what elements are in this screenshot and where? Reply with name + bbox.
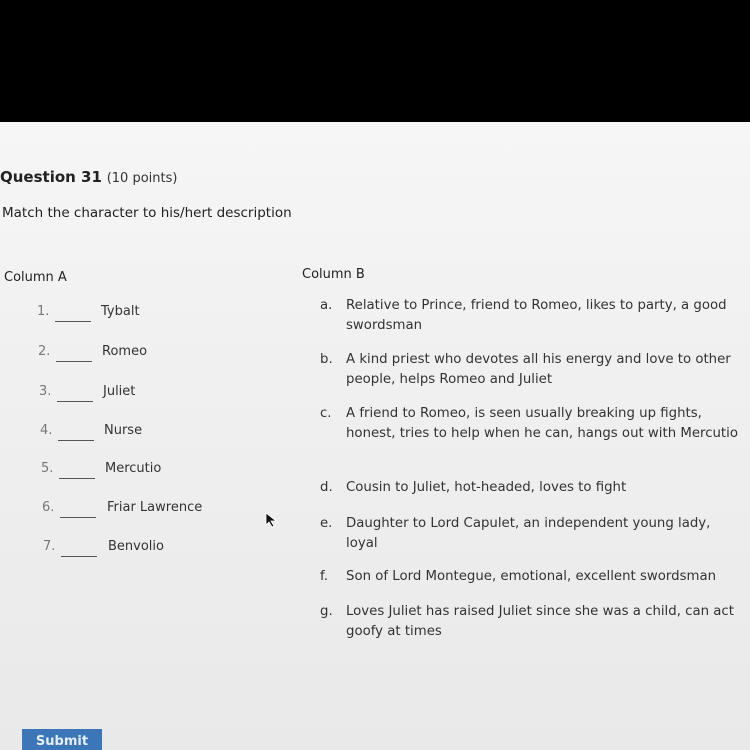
item-number: 7. bbox=[43, 539, 56, 554]
item-letter: a. bbox=[320, 298, 333, 313]
answer-blank[interactable] bbox=[61, 556, 97, 557]
answer-blank[interactable] bbox=[59, 478, 95, 479]
character-name: Tybalt bbox=[101, 304, 140, 319]
answer-blank[interactable] bbox=[56, 361, 92, 362]
item-number: 3. bbox=[39, 384, 52, 399]
column-b-item bbox=[320, 350, 740, 392]
question-instruction: Match the character to his/hert description bbox=[2, 205, 292, 221]
character-name: Juliet bbox=[103, 384, 136, 399]
column-b-item bbox=[320, 514, 740, 556]
question-points: (10 points) bbox=[106, 171, 178, 186]
character-name: Romeo bbox=[102, 344, 148, 359]
answer-blank[interactable] bbox=[57, 401, 93, 402]
item-letter: e. bbox=[320, 516, 333, 531]
item-number: 2. bbox=[38, 344, 51, 359]
quiz-screen bbox=[0, 122, 750, 750]
character-name: Mercutio bbox=[105, 461, 162, 476]
question-title bbox=[0, 168, 177, 186]
character-name: Nurse bbox=[104, 423, 143, 438]
item-letter: f. bbox=[320, 569, 328, 584]
question-label: Question 31 bbox=[0, 168, 102, 186]
mouse-pointer-icon bbox=[265, 512, 279, 528]
item-number: 5. bbox=[41, 461, 54, 476]
column-b-item bbox=[320, 602, 740, 644]
description-text: Son of Lord Montegue, emotional, excellent swordsman bbox=[346, 569, 717, 584]
item-letter: d. bbox=[320, 480, 333, 495]
description-text: Loves Juliet has raised Juliet since she was a child, can act goofy at times bbox=[346, 604, 734, 639]
character-name: Friar Lawrence bbox=[107, 500, 203, 515]
item-number: 6. bbox=[42, 500, 55, 515]
column-b-header: Column B bbox=[302, 267, 365, 282]
item-letter: g. bbox=[320, 604, 333, 619]
submit-button[interactable]: Submit bbox=[22, 729, 102, 750]
description-text: A kind priest who devotes all his energy and love to other people, helps Romeo and Juliet bbox=[346, 352, 731, 387]
item-number: 1. bbox=[37, 304, 50, 319]
column-b-item bbox=[320, 296, 740, 338]
description-text: Daughter to Lord Capulet, an independent young lady, loyal bbox=[346, 516, 711, 551]
column-a-header: Column A bbox=[4, 270, 67, 285]
column-b-item bbox=[320, 404, 740, 466]
item-letter: b. bbox=[320, 352, 333, 367]
description-text: Cousin to Juliet, hot-headed, loves to fight bbox=[346, 480, 627, 495]
item-number: 4. bbox=[40, 423, 53, 438]
column-b-item bbox=[320, 478, 740, 500]
item-letter: c. bbox=[320, 406, 332, 421]
description-text: Relative to Prince, friend to Romeo, likes to party, a good swordsman bbox=[346, 298, 727, 333]
character-name: Benvolio bbox=[108, 539, 164, 554]
column-b-item bbox=[320, 567, 740, 589]
description-text: A friend to Romeo, is seen usually breaking up fights, honest, tries to help when he can, hangs out with Mercutio bbox=[346, 406, 738, 441]
answer-blank[interactable] bbox=[58, 440, 94, 441]
answer-blank[interactable] bbox=[60, 517, 96, 518]
answer-blank[interactable] bbox=[55, 321, 91, 322]
